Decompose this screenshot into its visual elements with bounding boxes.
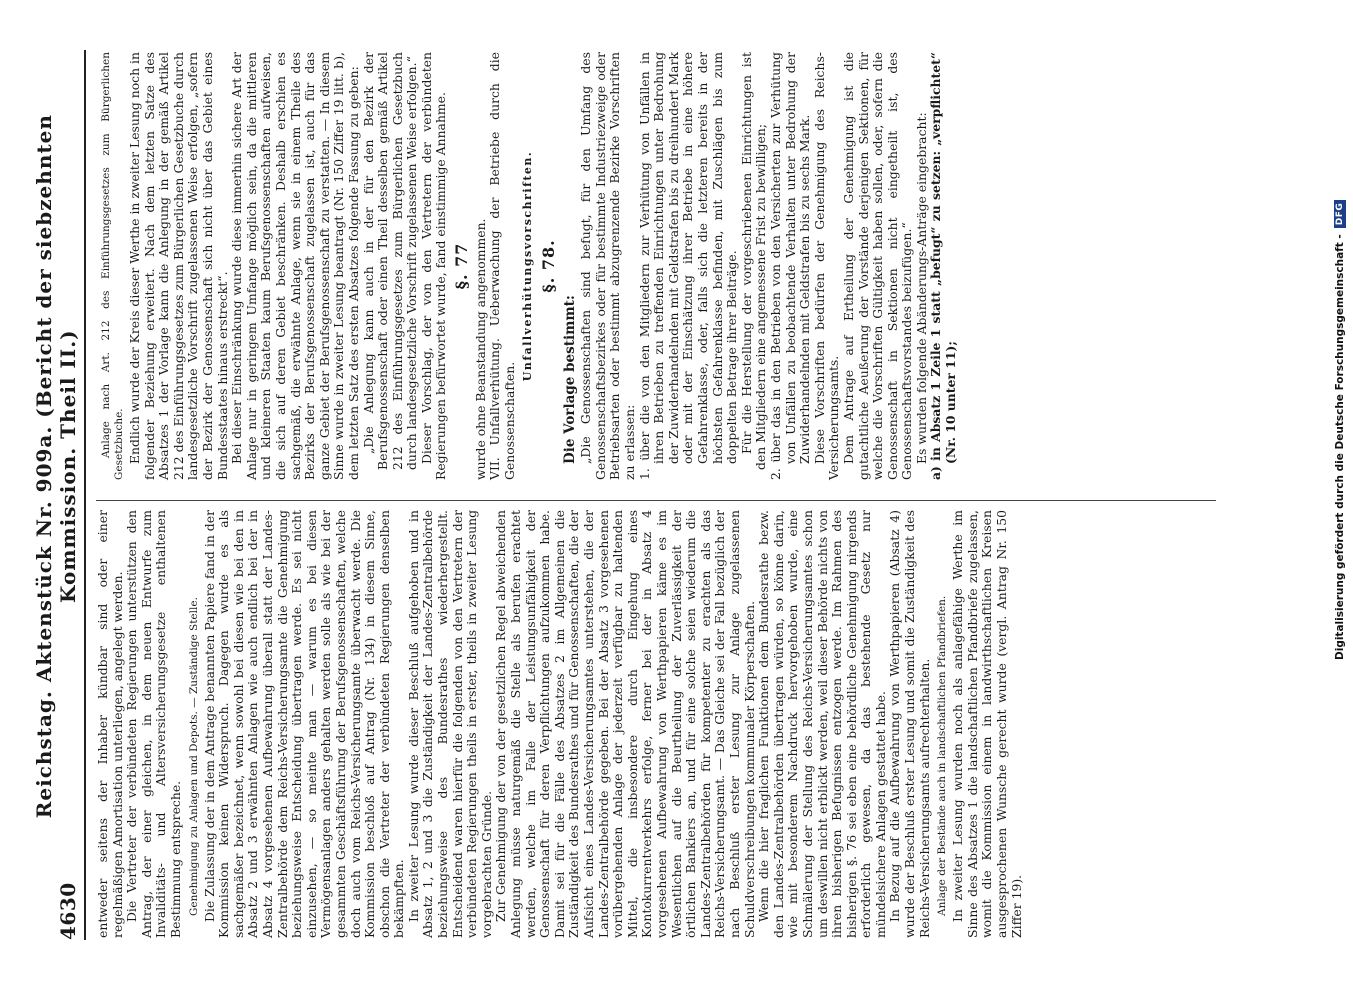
subheading: Unfallverhütungsvorschriften. <box>521 150 535 382</box>
paragraph: Es wurden folgende Abänderungs-Anträge eingebracht: <box>913 112 929 464</box>
digitization-text: Digitalisierung gefördert durch die Deutsche Forschungsgemeinschaft - <box>1334 234 1346 660</box>
paragraph: VII. Unfallverhütung. Ueberwachung der Betriebe durch die Genossenschaften. <box>487 52 517 480</box>
page-header <box>32 50 86 940</box>
paragraph: Für die Herstellung der vorgeschriebenen Einrichtungen ist den Mitgliedern eine angemessene Frist zu bewilligen; <box>738 52 769 470</box>
paragraph: In Bezug auf die Aufbewahrung von Werthpapieren (Absatz 4) wurde der Beschluß erster Lesung und somit die Zuständigkeit des Reichs-Versicherungsamts aufrechterhalten. <box>887 510 932 938</box>
paragraph: Die Vertreter der verbündeten Regierungen unterstützen den Antrag, der einer gleichen, in dem neuen Entwurfe zum Invaliditäts- und Altersversicherungsgesetze enthaltenen Bestimmung entspreche. <box>124 510 183 938</box>
margin-note: Anlage der Bestände auch in landschaftlichen Pfandbriefen. <box>936 595 949 916</box>
paragraph: Dieser Vorschlag, der von den Vertretern der verbündeten Regierungen befürwortet wurde, fand einstimmige Annahme. <box>418 52 449 480</box>
column-divider <box>96 500 1216 501</box>
paragraph: In zweiter Lesung wurde dieser Beschluß aufgehoben und in Absatz 1, 2 und 3 die Zuständigkeit der Landes-Zentralbehörde beziehungsweise des Bundesrathes wiederhergestellt. Entscheidend waren hierfür die folgenden von den Vertretern der verbündeten Regierungen theils in erster, theils in zweiter Lesung vorgebrachten Gründe. <box>405 510 494 938</box>
paragraph: wurde ohne Beanstandung angenommen. <box>472 218 488 480</box>
section-heading: §. 78. <box>539 239 559 293</box>
paragraph: Bei dieser Einschränkung wurde diese immerhin sichere Art der Anlage nur in geringem Umfange möglich sein, da die mittleren und kleineren Staaten kaum Berufsgenossenschaften aufweisen, die sich auf deren Gebiet beschränken. Deshalb erschien es sachgemäß, die erwähnte Anlage, wenn sie in einem Theile des Bezirks der Berufsgenossenschaft zugelassen ist, auch für das ganze Gebiet der Berufsgenossenschaft zu verstatten. — In diesem Sinne wurde in zweiter Lesung beantragt (Nr. 150 Ziffer 19 litt. b), dem letzten Satz des ersten Absatzes folgende Fassung zu geben: <box>229 52 361 480</box>
paragraph: In zweiter Lesung wurden noch als anlagefähige Werthe im Sinne des Absatzes 1 die landschaftlichen Pfandbriefe zugelassen, womit die Kommission einem in landwirthschaftlichen Kreisen ausgesprochenen Wunsche gerecht wurde (vergl. Antrag Nr. 150 Ziffer 19). <box>950 510 1024 938</box>
paragraph: 1. über die von den Mitgliedern zur Verhütung von Unfällen in ihren Betrieben zu treffenden Einrichtungen unter Bedrohung der Zuwiderhandelnden mit Geldstrafen bis zu dreihundert Mark oder mit der Einschätzung ihrer Betriebe in eine höhere Gefahrenklasse, oder, falls sich die letzteren bereits in der höchsten Gefahrenklasse befinden, mit Zuschlägen bis zum doppelten Betrage ihrer Beiträge. <box>636 52 740 480</box>
paragraph: entweder seitens der Inhaber kündbar sind oder einer regelmäßigen Amortisation unterliegen, angelegt werden. <box>95 510 125 938</box>
paragraph: Diese Vorschriften bedürfen der Genehmigung des Reichs-Versicherungsamts. <box>811 52 842 480</box>
left-column <box>96 510 1024 938</box>
margin-note: Anlage nach Art. 212 des Einführungsgesetzes zum Bürgerlichen Gesetzbuche. <box>100 52 125 480</box>
margin-note: Genehmigung zu Anlagen und Depots. — Zuständige Stelle. <box>187 597 200 916</box>
section-heading: §. 77 <box>452 242 472 290</box>
paragraph: Dem Antrage auf Ertheilung der Genehmigung ist die gutachtliche Aeußerung der Vorstände derjenigen Sektionen, für welche die Vorschriften Gültigkeit haben sollen, oder, sofern die Genossenschaft in Sektionen nicht eingetheilt ist, des Genossenschaftsvorstandes beizufügen.“ <box>840 52 915 480</box>
dfg-logo: DFG <box>1334 200 1346 229</box>
right-column <box>96 52 959 480</box>
paragraph: Die Vorlage bestimmt: <box>561 295 578 464</box>
paragraph: Die Zulassung der in dem Antrage benannten Papiere fand in der Kommission keinen Widerspruch. Dagegen wurde es als sachgemäßer bezeichnet, wenn sowohl bei diesen wie bei den in Absatz 2 und 3 erwähnten Anlagen wie auch endlich bei der in Absatz 4 vorgesehenen Aufbewahrung überall statt der Landes-Zentralbehörde dem Reichs-Versicherungsamte die Genehmigung beziehungsweise Entscheidung übertragen werde. Es sei nicht einzusehen, — so meinte man — warum es bei diesen Vermögensanlagen anders gehalten werden solle als wie bei der gesammten Geschäftsführung der Berufsgenossenschaften, welche doch auch vom Reichs-Versicherungsamte überwacht werde. Die Kommission beschloß auf Antrag (Nr. 134) in diesem Sinne, obschon die Vertreter der verbündeten Regierungen denselben bekämpften. <box>201 510 407 938</box>
paragraph: 2. über das in den Betrieben von den Versicherten zur Verhütung von Unfällen zu beobachtende Verhalten unter Bedrohung der Zuwiderhandelnden mit Geldstrafen bis zu sechs Mark. <box>767 52 813 480</box>
paragraph: Endlich wurde der Kreis dieser Werthe in zweiter Lesung noch in folgender Beziehung erweitert. Nach dem letzten Satze des Absatzes 1 der Vorlage kann die Anlegung in der gemäß Artikel 212 des Einführungsgesetzes zum Bürgerlichen Gesetzbuche durch landesgesetzliche Vorschrift zugelassenen Weise erfolgen, „sofern der Bezirk der Genossenschaft sich nicht über das Gebiet eines Bundesstaates hinaus erstreckt“. <box>127 52 230 480</box>
paragraph: „Die Genossenschaften sind befugt, für den Umfang des Genossenschaftsbezirkes oder für bestimmte Industriezweige oder Betriebsarten oder bestimmt abzugrenzende Bezirke Vorschriften zu erlassen: <box>578 52 637 480</box>
page-number: 4630 <box>56 882 80 940</box>
paragraph: „Die Anlegung kann auch in der für den Bezirk der Berufsgenossenschaft oder einen Theil desselben gemäß Artikel 212 des Einführungsgesetzes zum Bürgerlichen Gesetzbuch durch landesgesetzliche Vorschrift zugelassenen Weise erfolgen.“ <box>360 52 420 470</box>
paragraph: a) in Absatz 1 Zeile 1 statt „befugt“ zu setzen: „verpflichtet“ (Nr. 10 unter 11); <box>928 52 959 480</box>
page-title: Reichstag. Aktenstück Nr. 909a. (Bericht der siebzehnten Kommission. Theil II.) <box>32 114 80 819</box>
paragraph: Wenn die hier fraglichen Funktionen dem Bundesrathe bezw. den Landes-Zentralbehörden übertragen würden, so könne darin, wie mit besonderem Nachdruck hervorgehoben wurde, eine Schmälerung der Stellung des Reichs-Versicherungsamtes schon um deswillen nicht erblickt werden, weil dieser Behörde nichts von ihren bisherigen Befugnissen entzogen werde. Im Rahmen des bisherigen §. 76 sei eben eine behördliche Genehmigung nirgends erforderlich gewesen, da das bestehende Gesetz nur mündelsichere Anlagen gestattet habe. <box>756 510 888 938</box>
digitization-notice <box>1326 0 1350 1000</box>
paragraph: Zur Genehmigung der von der gesetzlichen Regel abweichenden Anlegung müsse naturgemäß die Stelle als berufen erachtet werden, welche im Falle der Leistungsunfähigkeit der Genossenschaft für deren Verpflichtungen aufzukommen habe. Damit sei für die Fälle des Absatzes 2 im Allgemeinen die Zuständigkeit des Bundesrathes und für Genossenschaften, die der Aufsicht eines Landes-Versicherungsamtes unterstehen, die der Landes-Zentralbehörde gegeben. Bei der Absatz 3 vorgesehenen vorübergehenden Anlage der jederzeit verfügbar zu haltenden Mittel, die insbesondere durch Eingehung eines Kontokurrentverkehrs erfolge, ferner bei der in Absatz 4 vorgesehenen Aufbewahrung von Werthpapieren käme es im Wesentlichen auf die Beurtheilung der Zuverlässigkeit der örtlichen Bankiers an, und für eine solche seien wiederum die Landes-Zentralbehörden für kompetenter zu erachten als das Reichs-Versicherungsamt. — Das Gleiche sei der Fall bezüglich der nach Beschluß erster Lesung zur Anlage zugelassenen Schuldverschreibungen kommunaler Körperschaften. <box>493 510 757 938</box>
